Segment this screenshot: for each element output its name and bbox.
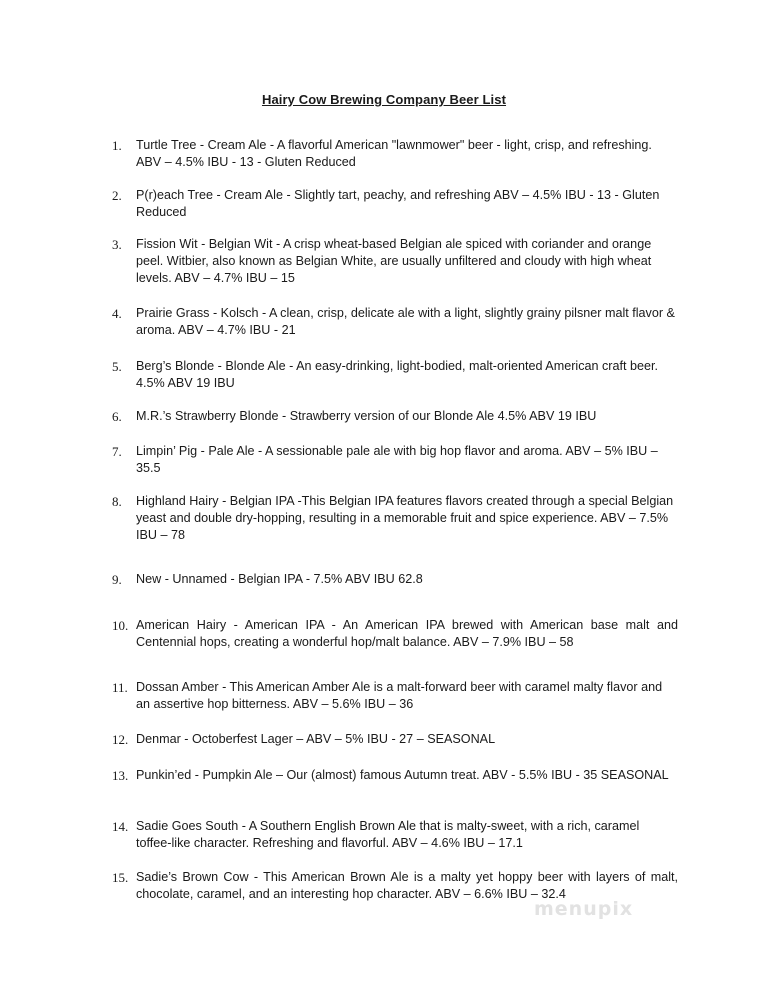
item-number: 5.	[112, 359, 122, 374]
item-number: 8.	[112, 494, 122, 509]
item-text: Limpin’ Pig - Pale Ale - A sessionable pale ale with big hop flavor and aroma. ABV – 5% IBU – 35.5	[136, 444, 658, 475]
item-text: P(r)each Tree - Cream Ale - Slightly tart, peachy, and refreshing ABV – 4.5% IBU - 13 - Gluten Reduced	[136, 188, 660, 219]
item-number: 6.	[112, 409, 122, 424]
beer-item-bergs-blonde	[112, 358, 678, 392]
item-text: Dossan Amber - This American Amber Ale is a malt-forward beer with caramel malty flavor and an assertive hop bitterness. ABV – 5.6% IBU – 36	[136, 680, 663, 711]
beer-item-american-hairy	[112, 617, 678, 651]
beer-item-preach-tree	[112, 187, 678, 221]
beer-item-turtle-tree	[112, 137, 678, 171]
beer-item-punkined	[112, 767, 678, 784]
item-number: 9.	[112, 572, 122, 587]
item-text: Punkin’ed - Pumpkin Ale – Our (almost) famous Autumn treat. ABV - 5.5% IBU - 35 SEASONAL	[136, 768, 669, 782]
item-number: 3.	[112, 237, 122, 252]
beer-item-highland-hairy	[112, 493, 678, 544]
item-number: 14.	[112, 819, 129, 834]
item-number: 4.	[112, 306, 122, 321]
item-number: 10.	[112, 618, 129, 633]
item-number: 13.	[112, 768, 129, 783]
item-text: Prairie Grass - Kolsch - A clean, crisp, delicate ale with a light, slightly grainy pilsner malt flavor & aroma. ABV – 4.7% IBU - 21	[136, 306, 675, 337]
beer-item-denmar	[112, 731, 678, 748]
item-text: New - Unnamed - Belgian IPA - 7.5% ABV IBU 62.8	[136, 572, 423, 586]
beer-item-limpin-pig	[112, 443, 678, 477]
item-number: 2.	[112, 188, 122, 203]
item-number: 1.	[112, 138, 122, 153]
item-number: 11.	[112, 680, 128, 695]
beer-item-prairie-grass	[112, 305, 678, 339]
beer-item-sadie-goes-south	[112, 818, 678, 852]
item-text: Berg’s Blonde - Blonde Ale - An easy-drinking, light-bodied, malt-oriented American craft beer. 4.5% ABV 19 IBU	[136, 359, 658, 390]
beer-item-dossan-amber	[112, 679, 678, 713]
menupix-watermark: menupix	[534, 898, 634, 920]
item-text: Fission Wit - Belgian Wit - A crisp wheat-based Belgian ale spiced with coriander and orange peel. Witbier, also known as Belgian White, are usually unfiltered and cloudy with high wheat levels. ABV – 4.7% IBU – 15	[136, 237, 652, 285]
item-number: 12.	[112, 732, 129, 747]
item-text: Sadie’s Brown Cow - This American Brown Ale is a malty yet hoppy beer with layers of malt, chocolate, caramel, and an interesting hop character. ABV – 6.6% IBU – 32.4	[136, 870, 678, 901]
item-text: Denmar - Octoberfest Lager – ABV – 5% IBU - 27 – SEASONAL	[136, 732, 496, 746]
item-text: American Hairy - American IPA - An American IPA brewed with American base malt and Centennial hops, creating a wonderful hop/malt balance. ABV – 7.9% IBU – 58	[136, 618, 678, 649]
item-text: Highland Hairy - Belgian IPA -This Belgian IPA features flavors created through a special Belgian yeast and double dry-hopping, resulting in a memorable fruit and spice experience. ABV – 7.5% IBU – 78	[136, 494, 674, 542]
beer-item-strawberry-blonde	[112, 408, 678, 425]
item-text: Sadie Goes South - A Southern English Brown Ale that is malty-sweet, with a rich, caramel toffee-like character. Refreshing and flavorful. ABV – 4.6% IBU – 17.1	[136, 819, 640, 850]
item-number: 15.	[112, 870, 129, 885]
item-number: 7.	[112, 444, 122, 459]
item-text: Turtle Tree - Cream Ale - A flavorful American "lawnmower" beer - light, crisp, and refreshing. ABV – 4.5% IBU - 13 - Gluten Reduced	[136, 138, 652, 169]
item-text: M.R.’s Strawberry Blonde - Strawberry version of our Blonde Ale 4.5% ABV 19 IBU	[136, 409, 597, 423]
page-title: Hairy Cow Brewing Company Beer List	[261, 92, 507, 107]
beer-item-new-unnamed	[112, 571, 678, 588]
beer-item-fission-wit	[112, 236, 678, 287]
